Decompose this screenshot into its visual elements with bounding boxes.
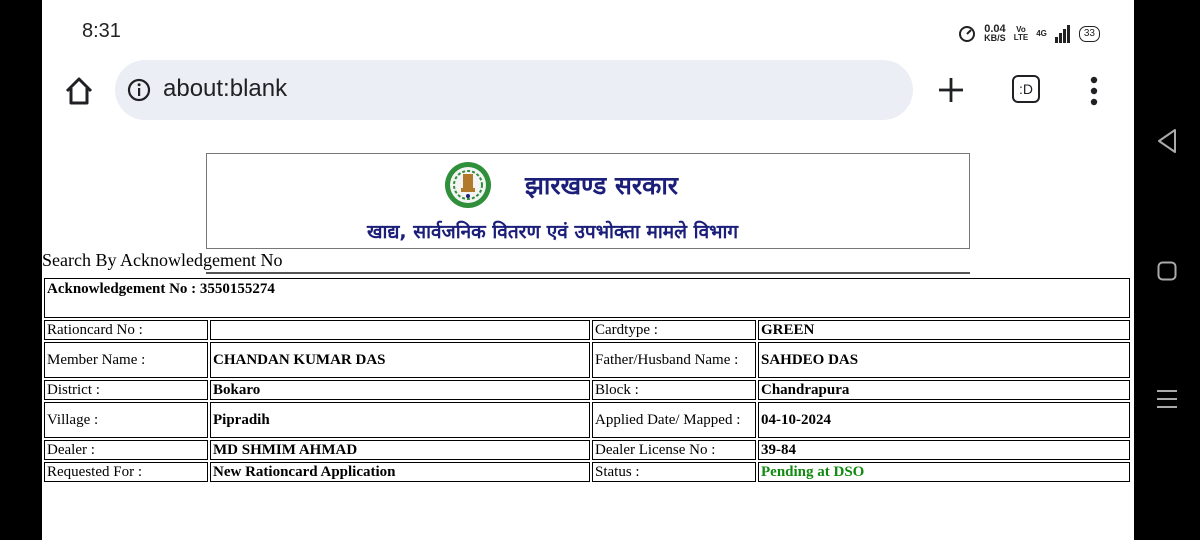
divider bbox=[206, 272, 970, 274]
jharkhand-emblem-icon bbox=[443, 160, 493, 210]
row-label: Block : bbox=[592, 380, 756, 400]
net-speed-value: 0.04 bbox=[984, 23, 1006, 35]
dealer-license-value: 39-84 bbox=[758, 440, 1130, 460]
card-type-value: GREEN bbox=[758, 320, 1130, 340]
volte-indicator bbox=[1014, 26, 1029, 42]
district-value: Bokaro bbox=[210, 380, 590, 400]
system-navigation bbox=[1150, 0, 1190, 540]
url-text[interactable]: about:blank bbox=[163, 75, 288, 102]
table-row bbox=[44, 462, 1130, 482]
requested-for-value: New Rationcard Application bbox=[210, 462, 590, 482]
tab-switcher-icon[interactable]: :D bbox=[1012, 75, 1040, 103]
ration-card-value bbox=[210, 320, 590, 340]
table-row bbox=[44, 440, 1130, 460]
acknowledgement-number: Acknowledgement No : 3550155274 bbox=[44, 278, 1130, 318]
table-row bbox=[44, 402, 1130, 438]
more-vert-icon[interactable] bbox=[1090, 76, 1098, 106]
ration-card-details-table bbox=[42, 276, 1132, 484]
back-icon[interactable] bbox=[1156, 128, 1178, 154]
page-content bbox=[42, 132, 1134, 540]
browser-toolbar bbox=[42, 60, 1134, 132]
phone-screen bbox=[42, 0, 1134, 540]
network-type: 4G bbox=[1036, 29, 1047, 38]
row-label: Dealer License No : bbox=[592, 440, 756, 460]
banner-subtitle: खाद्य, सार्वजनिक वितरण एवं उपभोक्ता मामले विभाग bbox=[367, 221, 739, 243]
village-value: Pipradih bbox=[210, 402, 590, 438]
row-label: Status : bbox=[592, 462, 756, 482]
banner-title: झारखण्ड सरकार bbox=[525, 171, 679, 200]
battery-indicator: 33 bbox=[1079, 26, 1100, 42]
block-value: Chandrapura bbox=[758, 380, 1130, 400]
home-square-icon[interactable] bbox=[1157, 261, 1177, 281]
url-bar[interactable] bbox=[115, 60, 913, 120]
row-label: Village : bbox=[44, 402, 208, 438]
row-label: Father/Husband Name : bbox=[592, 342, 756, 378]
status-bar bbox=[42, 0, 1134, 64]
table-row bbox=[44, 342, 1130, 378]
status-icons bbox=[958, 22, 1100, 46]
applied-date-value: 04-10-2024 bbox=[758, 402, 1130, 438]
row-label: District : bbox=[44, 380, 208, 400]
row-label: Dealer : bbox=[44, 440, 208, 460]
info-icon[interactable] bbox=[127, 78, 151, 102]
status-time: 8:31 bbox=[82, 20, 121, 42]
row-label: Applied Date/ Mapped : bbox=[592, 402, 756, 438]
row-label: Cardtype : bbox=[592, 320, 756, 340]
member-name-value: CHANDAN KUMAR DAS bbox=[210, 342, 590, 378]
department-banner bbox=[206, 153, 970, 249]
table-row bbox=[44, 380, 1130, 400]
father-name-value: SAHDEO DAS bbox=[758, 342, 1130, 378]
volte-top: Vo bbox=[1016, 25, 1026, 34]
row-label: Requested For : bbox=[44, 462, 208, 482]
ack-row bbox=[44, 278, 1130, 318]
row-label: Rationcard No : bbox=[44, 320, 208, 340]
table-row bbox=[44, 320, 1130, 340]
recents-icon[interactable] bbox=[1157, 388, 1177, 410]
net-speed bbox=[984, 25, 1006, 43]
home-icon[interactable] bbox=[64, 76, 94, 106]
search-heading: Search By Acknowledgement No bbox=[42, 250, 283, 270]
dealer-value: MD SHMIM AHMAD bbox=[210, 440, 590, 460]
speedometer-icon bbox=[958, 25, 976, 43]
volte-bottom: LTE bbox=[1013, 33, 1029, 42]
net-speed-unit: KB/S bbox=[984, 33, 1006, 43]
status-badge: Pending at DSO bbox=[758, 462, 1130, 482]
plus-icon[interactable] bbox=[937, 76, 965, 104]
signal-icon bbox=[1055, 25, 1071, 43]
row-label: Member Name : bbox=[44, 342, 208, 378]
